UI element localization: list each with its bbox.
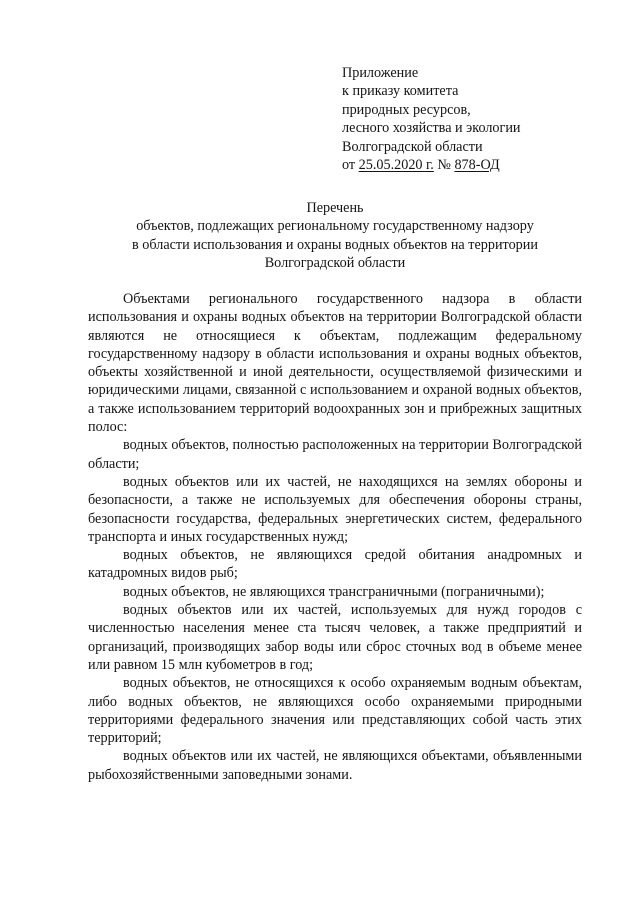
list-item: водных объектов, не являющихся средой обитания анадромных и катадромных видов рыб; — [88, 547, 582, 582]
title-line: в области использования и охраны водных объектов на территории — [132, 236, 538, 253]
appendix-line: Волгоградской области — [342, 138, 483, 155]
appendix-line: Приложение — [342, 65, 419, 81]
appendix-line: лесного хозяйства и экологии — [342, 120, 521, 137]
list-item: водных объектов, полностью расположенных на территории Волгоградской области; — [88, 437, 582, 472]
list-item: водных объектов или их частей, используемых для нужд городов с численностью населения менее ста тысяч человек, а также предприятий и организаций, производящих забор воды или сброс сточных вод в объеме менее или равном 15 млн кубометров в год; — [88, 602, 582, 673]
title-line: Перечень — [306, 200, 364, 216]
title-line: Волгоградской области — [264, 255, 406, 272]
appendix-header — [342, 64, 622, 174]
appendix-order-ref — [342, 156, 622, 174]
order-number-sign: № — [433, 157, 455, 174]
appendix-line: к приказу комитета — [342, 83, 459, 100]
document-title — [88, 199, 582, 273]
list-item: водных объектов или их частей, не являющихся объектами, объявленными рыбохозяйственными заповедными зонами. — [88, 748, 582, 783]
list-item: водных объектов, не относящихся к особо охраняемым водным объектам, либо водных объектов, не являющихся особо охраняемыми природными территориями федерального значения или представляющих собой часть этих территорий; — [88, 675, 582, 747]
appendix-line: природных ресурсов, — [342, 101, 471, 118]
intro-paragraph: Объектами регионального государственного надзора в области использования и охраны водных объектов на территории Волгоградской области являются не относящиеся к объектам, подлежащим федеральному государственному надзору в области использования и охраны водных объектов, объекты хозяйственной и иной деятельности, осуществляемой физическими и юридическими лицами, связанной с использованием и охраной водных объектов, а также использованием территорий водоохранных зон и прибрежных защитных полос: — [88, 291, 582, 436]
order-number: 878-ОД — [454, 157, 500, 174]
list-item: водных объектов, не являющихся трансграничными (пограничными); — [123, 583, 545, 600]
order-prefix: от — [342, 157, 359, 174]
order-date: 25.05.2020 г. — [358, 157, 434, 174]
document-body — [88, 290, 582, 784]
list-item: водных объектов или их частей, не находящихся на землях обороны и безопасности, а также не используемых для обеспечения обороны страны, безопасности государства, федеральных энергетических систем, федерального транспорта и иных государственных нужд; — [88, 473, 582, 545]
title-line: объектов, подлежащих региональному государственному надзору — [136, 218, 534, 235]
